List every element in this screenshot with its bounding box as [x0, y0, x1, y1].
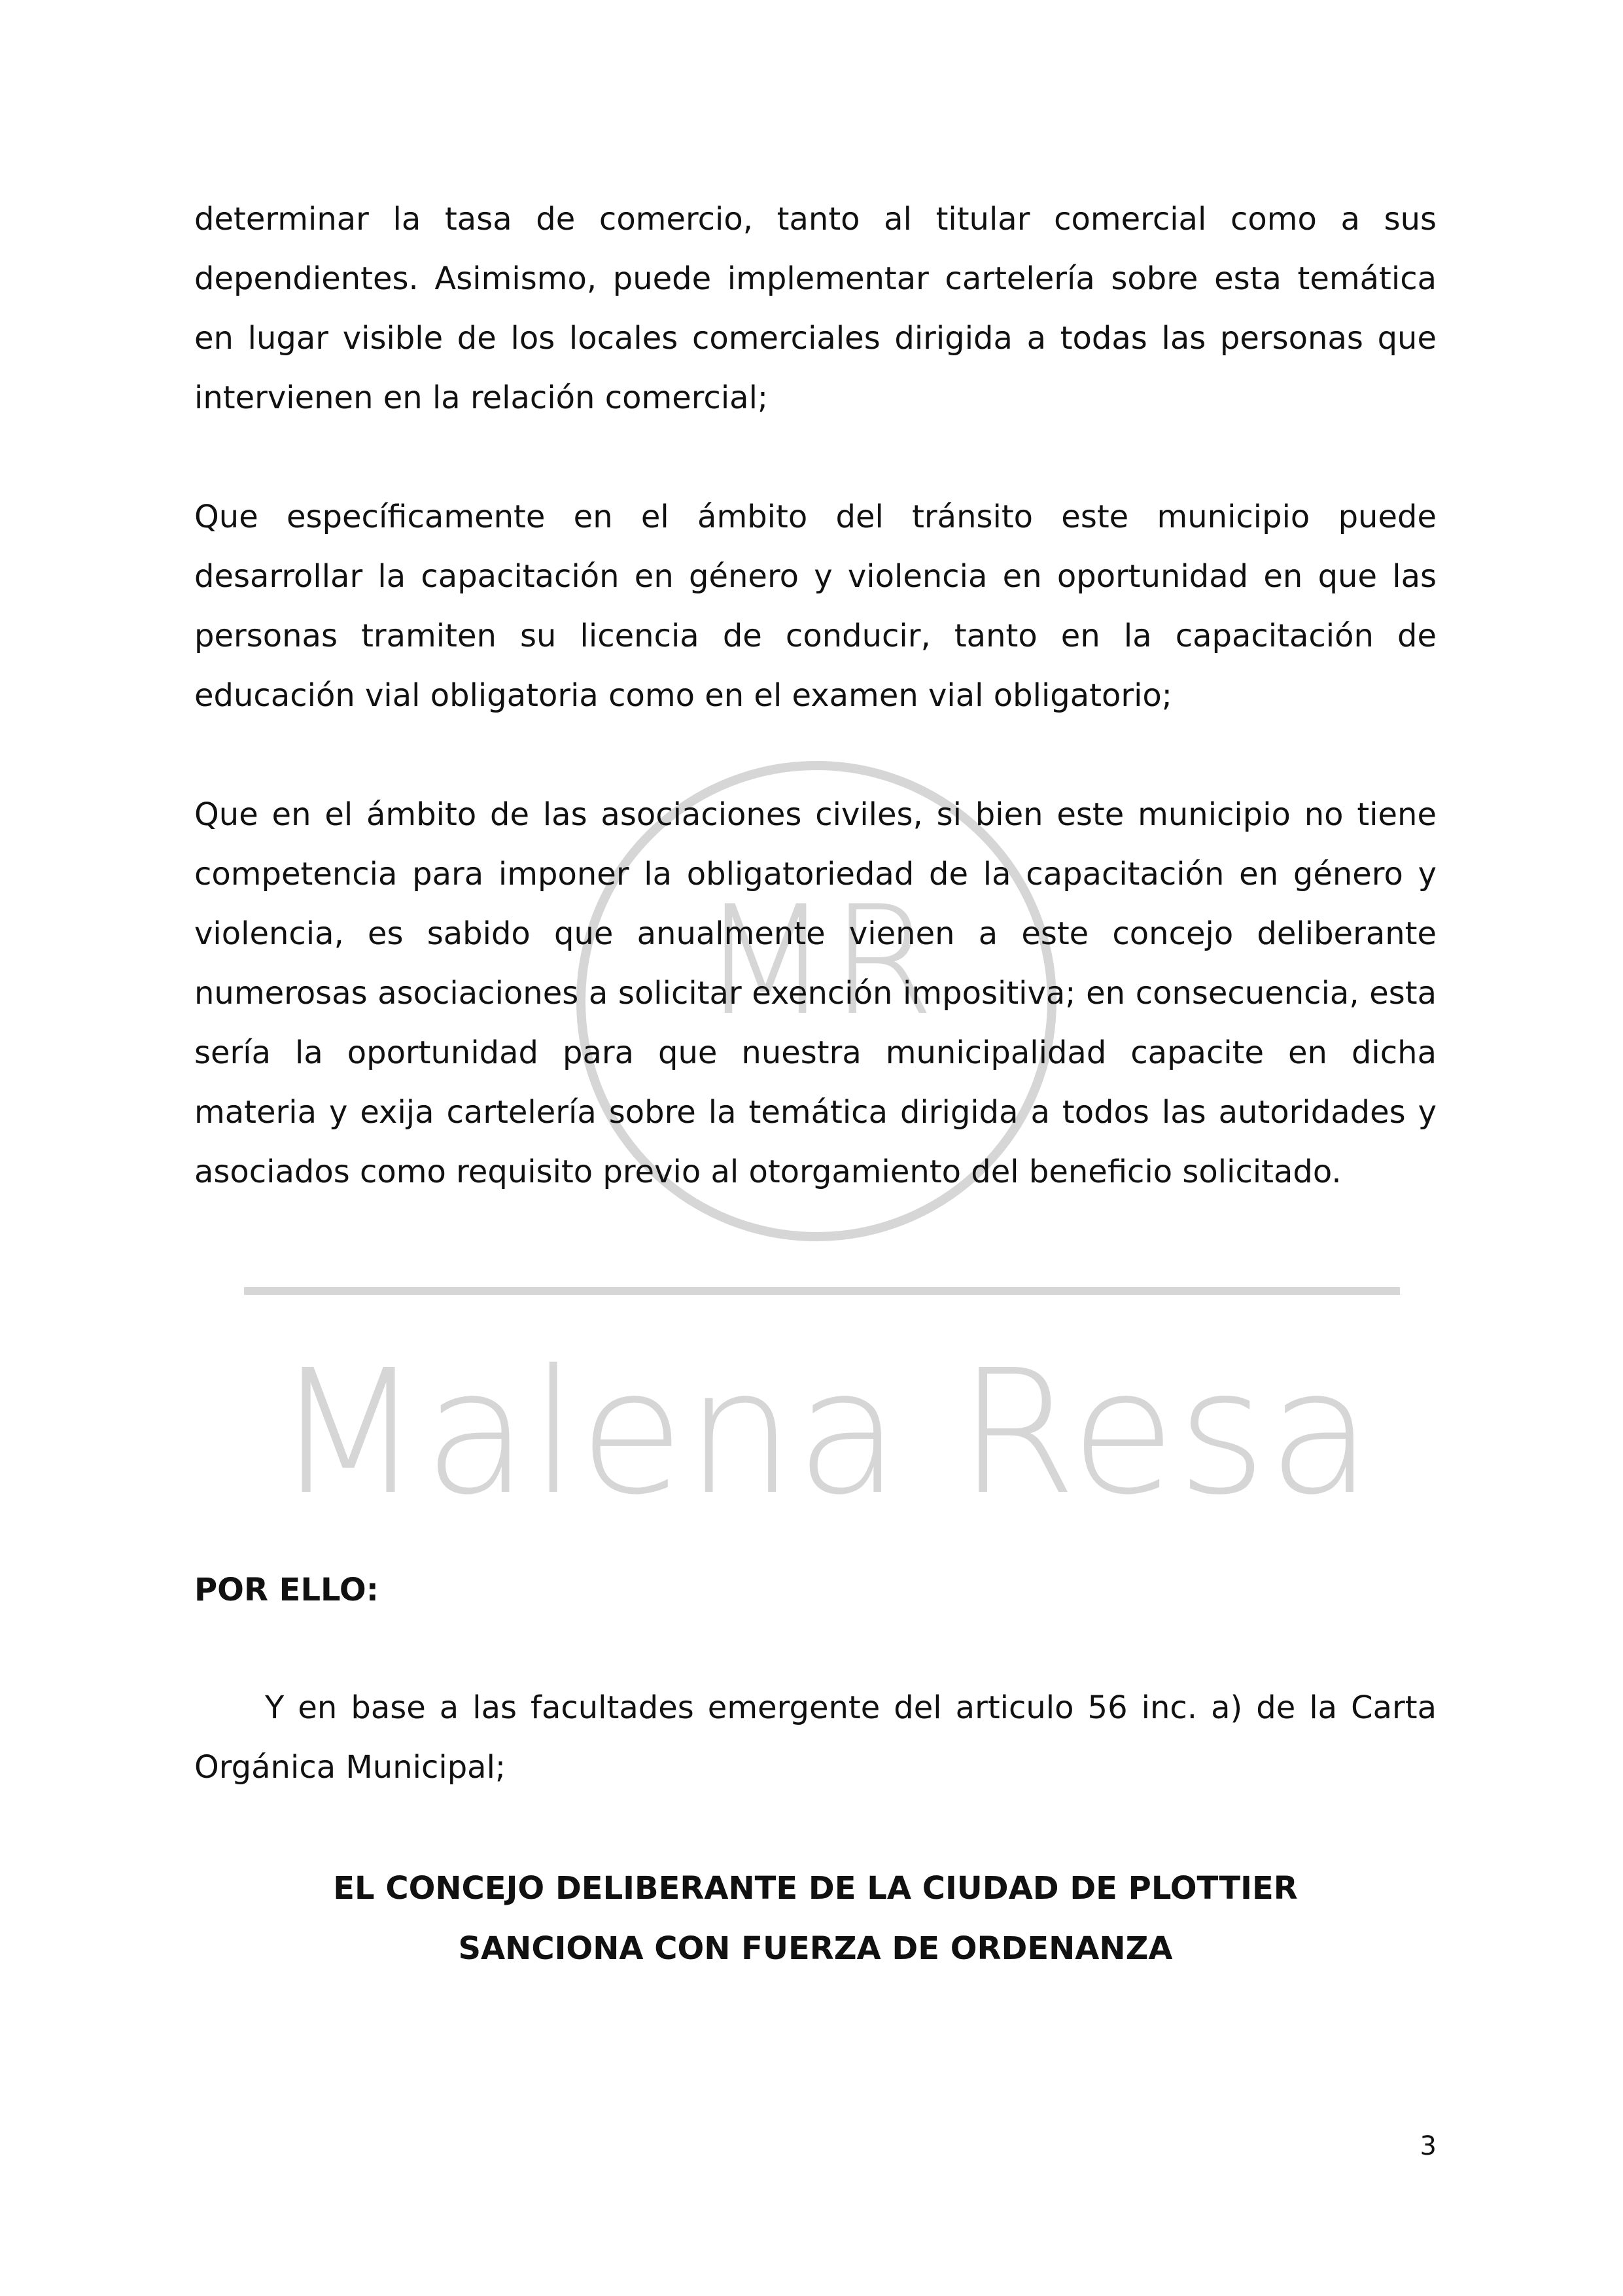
document-body	[194, 190, 1437, 1202]
por-ello-heading: POR ELLO:	[194, 1572, 379, 1608]
paragraph-associations: Que en el ámbito de las asociaciones civiles, si bien este municipio no tiene competencia para imponer la obligatoriedad de la capacitación en género y violencia, es sabido que anualmente vienen a este concejo deliberante numerosas asociaciones a solicitar exención impositiva; en consecuencia, esta sería la oportunidad para que nuestra municipalidad capacite en dicha materia y exija cartelería sobre la temática dirigida a todos las autoridades y asociados como requisito previo al otorgamiento del beneficio solicitado.	[194, 796, 1437, 1190]
page-number: 3	[1420, 2131, 1437, 2161]
decree-heading	[194, 1858, 1437, 1979]
decree-line-1: EL CONCEJO DELIBERANTE DE LA CIUDAD DE PLOTTIER	[333, 1870, 1298, 1907]
paragraph-commerce: determinar la tasa de comercio, tanto al titular comercial como a sus dependientes. Asimismo, puede implementar cartelería sobre esta temática en lugar visible de los locales comerciales dirigida a todas las personas que intervienen en la relación comercial;	[194, 201, 1437, 416]
legal-basis-text: Y en base a las facultades emergente del articulo 56 inc. a) de la Carta Orgánica Municipal;	[194, 1689, 1437, 1786]
legal-basis-paragraph	[194, 1678, 1437, 1797]
watermark-name: Malena Resa	[274, 1333, 1374, 1532]
watermark-monogram: MR	[700, 874, 935, 1049]
decree-line-2: SANCIONA CON FUERZA DE ORDENANZA	[458, 1930, 1173, 1967]
paragraph-traffic: Que específicamente en el ámbito del tránsito este municipio puede desarrollar la capacitación en género y violencia en oportunidad en que las personas tramiten su licencia de conducir, tanto en la capacitación de educación vial obligatoria como en el examen vial obligatorio;	[194, 499, 1437, 714]
